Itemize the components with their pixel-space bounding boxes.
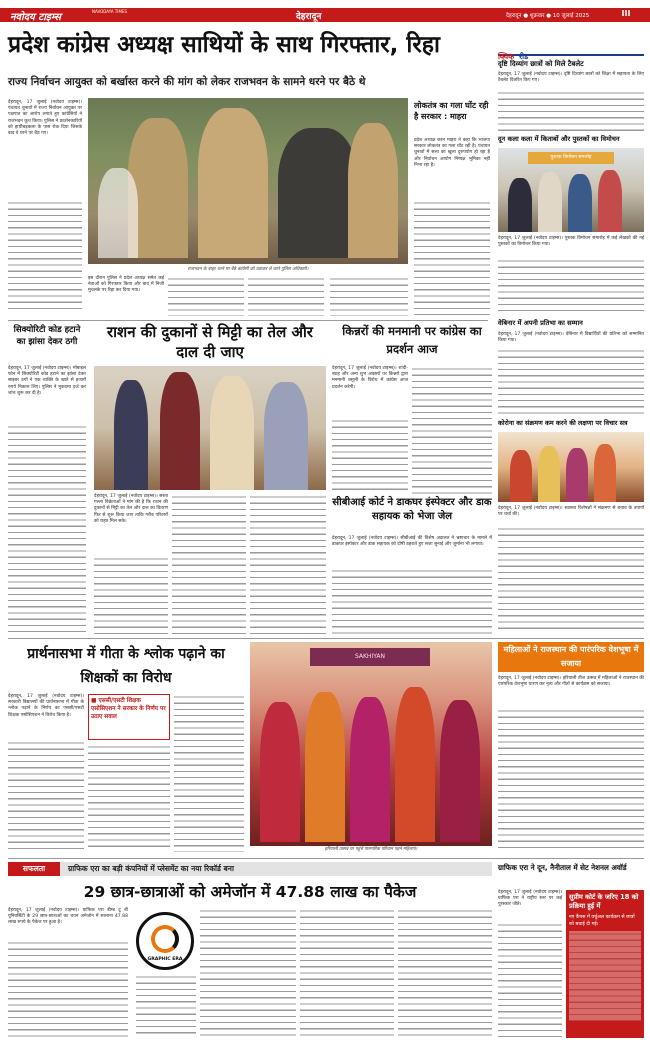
divider bbox=[8, 320, 488, 321]
masthead-section: देहरादून bbox=[296, 12, 322, 22]
ration-photo bbox=[94, 366, 326, 490]
book-launch-photo bbox=[498, 148, 644, 232]
masthead bbox=[0, 8, 650, 22]
lead-subheadline: राज्य निर्वाचन आयुक्त को बर्खास्त करने की मांग को लेकर राजभवन के सामने धरने पर बैठे थे bbox=[8, 76, 366, 88]
rajasthan-header bbox=[498, 642, 644, 672]
page-number: III bbox=[621, 9, 631, 18]
rajasthan-body: देहरादून, 17 जुलाई (नवोदय टाइम्स)। हरियाली तीज उत्सव में महिलाओं ने राजस्थान की पारंपरिक वेशभूषा धारण कर नृत्य और गीतों से कार्यक्रम को सजाया। bbox=[498, 676, 644, 688]
supreme-court-box-title: सुप्रीम कोर्ट के जरिए 18 को प्रक्रिया हुई में bbox=[569, 893, 639, 910]
lead-side-body-filler bbox=[414, 200, 490, 316]
success-strip-text: ग्राफिक एरा का बड़ी कंपनियों में प्लेसमेंट का नया रिकॉर्ड बना bbox=[68, 864, 234, 873]
ration-body: देहरादून, 17 जुलाई (नवोदय टाइम्स)। सस्ता गल्ला विक्रेताओं ने मांग की है कि राशन की दुकानों से मिट्टी का तेल और दाल का वितरण फिर से शुरू किया जाए ताकि गरीब परिवारों को राहत मिल सके। bbox=[94, 494, 168, 524]
rajasthan-body-filler bbox=[498, 708, 644, 852]
ration-col3 bbox=[250, 494, 326, 634]
gita-col2 bbox=[88, 744, 170, 852]
security-headline: सिक्योरिटी कोड हटाने का झांसा देकर ठगी bbox=[13, 325, 81, 347]
quick-read-kicker: क्विक bbox=[498, 52, 514, 61]
quick-read-b4-title: कोरोना का संक्रमण कम करने की लक्षणा पर विचार सत्र bbox=[498, 419, 628, 427]
quick-read-header bbox=[498, 44, 644, 61]
kinnar-col1-filler bbox=[332, 418, 408, 494]
graphic-era-side-headline: ग्राफिक एरा ने दून, नैनीताल में सेट नेशनल अवॉर्ड bbox=[498, 863, 627, 872]
book-launch-banner: पुस्तक विमोचन समारोह bbox=[528, 152, 614, 164]
masthead-logo: नवोदय टाइम्स bbox=[10, 12, 61, 23]
gita-col3 bbox=[174, 694, 244, 852]
ration-headline: राशन की दुकानों से मिट्टी का तेल और दाल दी जाए bbox=[107, 323, 313, 361]
divider bbox=[8, 858, 644, 859]
quick-read-b1-text: देहरादून, 17 जुलाई (नवोदय टाइम्स)। दृष्टि दिव्यांग छात्रों को शिक्षा में सहायता के लिए टैबलेट वितरित किए गए। bbox=[498, 72, 644, 84]
quick-read-b3-title: वेबिनार में अपनी प्रतिभा का सम्मान bbox=[498, 319, 583, 327]
ration-col2 bbox=[172, 494, 246, 634]
lead-photo bbox=[88, 98, 408, 264]
graphic-era-side-filler bbox=[498, 922, 562, 1038]
success-tag: सफलता bbox=[8, 862, 60, 876]
quick-read-b1-title: दृष्टि दिव्यांग छात्रों को मिले टैबलेट bbox=[498, 60, 584, 68]
supreme-court-box-text: नए कैंपस में वर्चुअल कार्यक्रम से छात्रों को बधाई दी गई। bbox=[569, 915, 635, 927]
graphic-era-logo bbox=[136, 912, 194, 970]
cbi-headline: सीबीआई कोर्ट ने डाकघर इंस्पेक्टर और डाक सहायक को भेजा जेल bbox=[332, 497, 492, 522]
cbi-body: देहरादून, 17 जुलाई (नवोदय टाइम्स)। सीबीआई की विशेष अदालत ने भ्रष्टाचार के मामले में डाकघर इंस्पेक्टर और डाक सहायक को दोषी ठहराते हुए सजा सुनाई और जुर्माना भी लगाया। bbox=[332, 536, 492, 548]
kinnar-col2 bbox=[412, 366, 492, 494]
cbi-body-filler bbox=[332, 568, 492, 634]
lead-body-col2: इस दौरान पुलिस ने प्रदेश अध्यक्ष समेत कई नेताओं को गिरफ्तार किया और बाद में निजी मुचलके पर रिहा कर दिया गया। bbox=[88, 276, 164, 294]
gita-quote bbox=[88, 694, 170, 740]
lead-body-col1-filler bbox=[8, 200, 82, 310]
lead-headline: प्रदेश कांग्रेस अध्यक्ष साथियों के साथ गिरफ्तार, रिहा bbox=[8, 32, 440, 58]
lead-side-body: प्रदेश अध्यक्ष करन माहरा ने कहा कि भाजपा सरकार लोकतंत्र का गला घोंट रही है। पंचायत चुनावों में सत्ता का खुला दुरुपयोग हो रहा है और निर्वाचन आयोग निष्पक्ष भूमिका नहीं निभा रहा है। bbox=[414, 138, 490, 168]
quick-read-b2-title: दून कला कला में किताबों और पुस्तकों का विमोचन bbox=[498, 135, 620, 143]
lead-body-col3 bbox=[168, 276, 244, 316]
quick-read-b4-text: देहरादून, 17 जुलाई (नवोदय टाइम्स)। स्वास्थ्य विशेषज्ञों ने संक्रमण से बचाव के उपायों पर चर्चा की। bbox=[498, 506, 644, 518]
lead-photo-caption: राजभवन के बाहर धरने पर बैठे कांग्रेसी को उठाकर ले जाते पुलिस अधिकारी। bbox=[187, 267, 309, 272]
graphic-era-col4 bbox=[300, 908, 394, 1038]
supreme-court-box bbox=[566, 890, 644, 1038]
quick-read-b1-filler bbox=[498, 90, 644, 132]
quick-read-kicker2: रीड bbox=[519, 52, 529, 61]
rajasthan-headline: महिलाओं ने राजस्थान की पारंपरिक वेशभूषा में सजाया bbox=[503, 645, 639, 668]
masthead-logo-small: NAVODAYA TIMES bbox=[92, 9, 128, 14]
graphic-era-side-body: देहरादून, 17 जुलाई (नवोदय टाइम्स)। ग्राफिक एरा ने राष्ट्रीय स्तर पर कई पुरस्कार जीते। bbox=[498, 890, 562, 908]
gita-headline: प्रार्थनासभा में गीता के श्लोक पढ़ाने का शिक्षकों का विरोध bbox=[27, 646, 225, 686]
security-body: देहरादून, 17 जुलाई (नवोदय टाइम्स)। मोबाइल फोन में सिक्योरिटी कोड हटाने का झांसा देकर साइबर ठगों ने एक व्यक्ति के खाते से हजारों रुपये निकाल लिए। पुलिस ने मुकदमा दर्ज कर जांच शुरू कर दी है। bbox=[8, 366, 86, 396]
graphic-era-col2 bbox=[136, 974, 196, 1038]
graphic-era-headline: 29 छात्र-छात्राओं को अमेजॉन में 47.88 लाख का पैकेज bbox=[83, 883, 417, 901]
lead-body-col5 bbox=[330, 276, 408, 316]
kinnar-body: देहरादून, 17 जुलाई (नवोदय टाइम्स)। शादी-ब्याह और अन्य शुभ अवसरों पर किन्नरों द्वारा मनमानी वसूली के विरोध में कांग्रेस आज प्रदर्शन करेगी। bbox=[332, 366, 408, 390]
graphic-era-logo-text: GRAPHIC ERA bbox=[147, 957, 183, 962]
graphic-era-col3 bbox=[200, 908, 296, 1038]
gita-photo-caption: हरियाली उत्सव पर पहुंचे पारम्परिक परिधान पहने महिलाएं। bbox=[324, 847, 418, 852]
lead-body-col4 bbox=[248, 276, 324, 316]
kinnar-headline: किन्नरों की मनमानी पर कांग्रेस का प्रदर्शन आज bbox=[342, 324, 482, 356]
graphic-era-col1-filler bbox=[8, 940, 128, 1038]
graphic-era-body: देहरादून, 17 जुलाई (नवोदय टाइम्स)। ग्राफिक एरा डीम्ड टू बी यूनिवर्सिटी के 29 छात्र-छात्राओं का चयन अमेजॉन में सालाना 47.88 लाख रुपये के पैकेज पर हुआ है। bbox=[8, 908, 128, 926]
masthead-date: देहरादून ● शुक्रवार ● 10 जुलाई 2025 bbox=[506, 13, 590, 19]
seminar-photo bbox=[498, 432, 644, 502]
quick-read-b3-filler bbox=[498, 348, 644, 416]
quick-read-b3-text: देहरादून, 17 जुलाई (नवोदय टाइम्स)। वेबिनार में विद्यार्थियों की प्रतिभा को सम्मानित किया गया। bbox=[498, 332, 644, 344]
gita-photo: SAKHIYAN bbox=[250, 642, 492, 846]
gita-quote-text: ■ एससी/एसटी शिक्षक एसोसिएशन ने सरकार के निर्णय पर उठाए सवाल bbox=[91, 698, 166, 720]
lead-body-col1: देहरादून, 17 जुलाई (नवोदय टाइम्स)। पंचायत चुनावों में राज्य निर्वाचन आयुक्त पर पक्षपात का आरोप लगाते हुए कांग्रेसियों ने राजभवन कूच किया। पुलिस ने प्रदर्शनकारियों को हाथीबड़कला के पास रोक दिया जिसके बाद वे धरने पर बैठ गए। bbox=[8, 100, 82, 137]
ration-col1-filler bbox=[94, 556, 168, 634]
quick-read-b2-text: देहरादून, 17 जुलाई (नवोदय टाइम्स)। पुस्तक विमोचन समारोह में कई लेखकों की नई पुस्तकों का विमोचन किया गया। bbox=[498, 236, 644, 248]
gita-body: देहरादून, 17 जुलाई (नवोदय टाइम्स)। सरकारी विद्यालयों की प्रार्थनासभा में गीता के श्लोक पढ़ाने के निर्णय का एससी/एसटी शिक्षक एसोसिएशन ने विरोध किया है। bbox=[8, 694, 84, 718]
security-body-filler bbox=[8, 424, 86, 632]
graphic-era-col5 bbox=[398, 908, 492, 1038]
divider bbox=[8, 638, 644, 639]
success-strip bbox=[8, 862, 492, 876]
lead-side-headline: लोकतंत्र का गला घोंट रही है सरकार : माहरा bbox=[414, 101, 489, 121]
quick-read-b2-filler bbox=[498, 258, 644, 316]
quick-read-b4-filler bbox=[498, 526, 644, 634]
gita-col1-filler bbox=[8, 740, 84, 852]
